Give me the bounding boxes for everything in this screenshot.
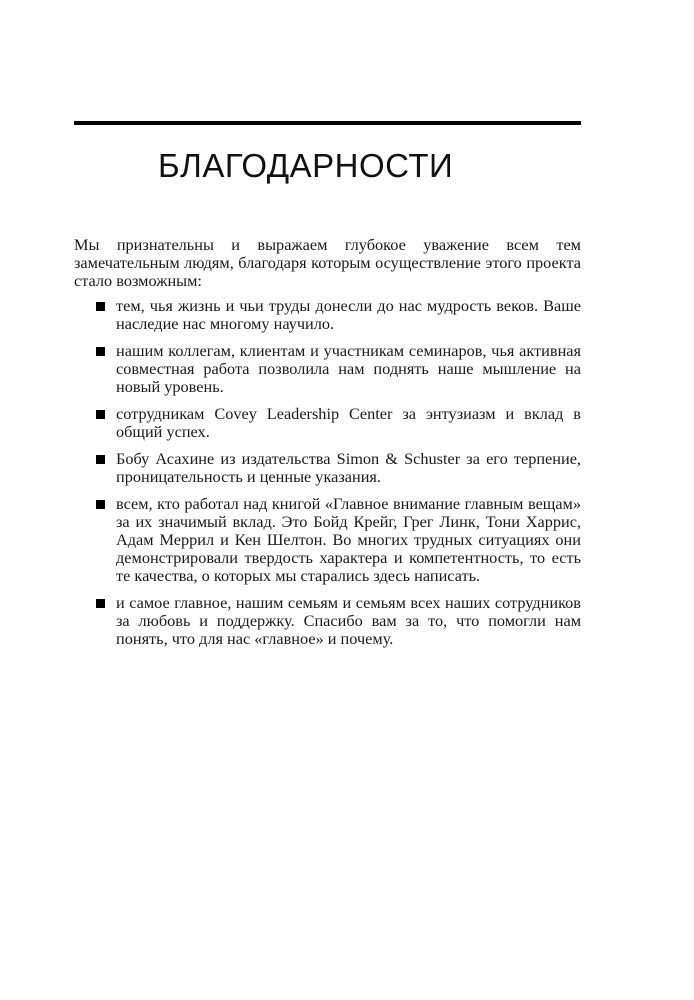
chapter-heading: БЛАГОДАРНОСТИ — [158, 147, 454, 184]
list-item-text: тем, чья жизнь и чьи труды донесли до нас мудрость веков. Ваше наследие нас многому научило. — [116, 296, 581, 333]
intro-paragraph: Мы признательны и выражаем глубокое уважение всем тем замечательным людям, благодаря которым осуществление этого проекта стало возможным: — [74, 235, 581, 290]
list-item-text: Бобу Асахине из издательства Simon & Schuster за его терпение, проницательность и ценные указания. — [116, 449, 581, 486]
list-item — [74, 342, 581, 396]
acknowledgements-list — [74, 297, 581, 648]
list-item — [74, 405, 581, 441]
list-item — [74, 495, 581, 585]
list-item-text: сотрудникам Covey Leadership Center за энтузиазм и вклад в общий успех. — [116, 404, 581, 441]
chapter-top-rule — [74, 121, 581, 125]
list-item — [74, 297, 581, 333]
list-item-text: всем, кто работал над книгой «Главное внимание главным вещам» за их значимый вклад. Это Бойд Крейг, Грег Линк, Тони Харрис, Адам Меррил и Кен Шелтон. Во многих трудных ситуациях они демонстрировали твердость характера и компетентность, то есть те качества, о которых мы старались здесь написать. — [116, 494, 581, 585]
square-bullet-icon — [96, 599, 105, 608]
list-item-text: и самое главное, нашим семьям и семьям всех наших сотрудников за любовь и поддержку. Спасибо вам за то, что помогли нам понять, что для нас «главное» и почему. — [116, 593, 581, 648]
square-bullet-icon — [96, 302, 105, 311]
square-bullet-icon — [96, 500, 105, 509]
list-item — [74, 594, 581, 648]
list-item-text: нашим коллегам, клиентам и участникам семинаров, чья активная совместная работа позволила нам поднять наше мышление на новый уровень. — [116, 341, 581, 396]
square-bullet-icon — [96, 455, 105, 464]
list-item — [74, 450, 581, 486]
square-bullet-icon — [96, 347, 105, 356]
square-bullet-icon — [96, 410, 105, 419]
page-content — [74, 236, 581, 657]
